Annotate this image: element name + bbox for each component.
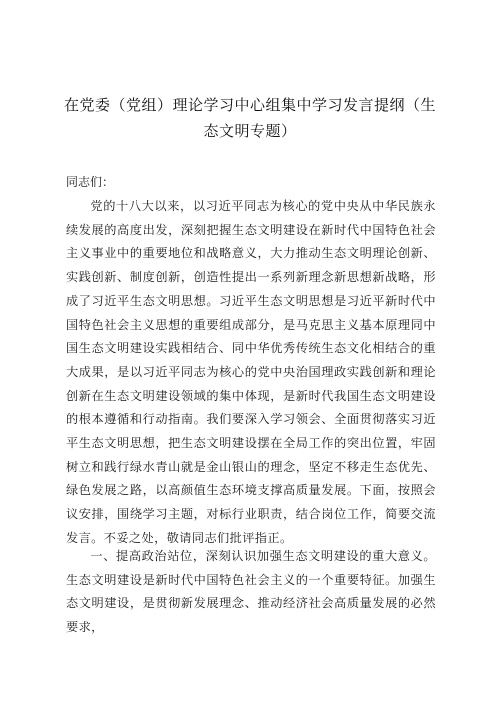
document-title: 在党委（党组）理论学习中心组集中学习发言提纲（生态文明专题） — [63, 96, 436, 140]
body-paragraph-1: 党的十八大以来，以习近平同志为核心的党中央从中华民族永续发展的高度出发，深刻把握生态文明建设在新时代中国特色社会主义事业中的重要地位和战略意义，大力推动生态文明理论创新、实践创新、制度创新，创造性提出一系列新理念新思想新战略，形成了习近平生态文明思想。习近平生态文明思想是习近平新时代中国特色社会主义思想的重要组成部分，是马克思主义基本原理同中国生态文明建设实践相结合、同中华优秀传统生态文化相结合的重大成果，是以习近平同志为核心的党中央治国理政实践创新和理论创新在生态文明建设领域的集中体现，是新时代我国生态文明建设的根本遵循和行动指南。我们要深入学习领会、全面贯彻落实习近平生态文明思想，把生态文明建设摆在全局工作的突出位置，牢固树立和践行绿水青山就是金山银山的理念，坚定不移走生态优先、绿色发展之路，以高颜值生态环境支撑高质量发展。下面，按照会议安排，围绕学习主题，对标行业职责，结合岗位工作，简要交流发言。不妥之处，敬请同志们批评指正。 — [66, 199, 436, 545]
body-paragraph-2: 一、提高政治站位，深刻认识加强生态文明建设的重大意义。生态文明建设是新时代中国特色社会主义的一个重要特征。加强生态文明建设，是贯彻新发展理念、推动经济社会高质量发展的必然要求， — [66, 549, 436, 635]
salutation: 同志们： — [66, 175, 115, 189]
